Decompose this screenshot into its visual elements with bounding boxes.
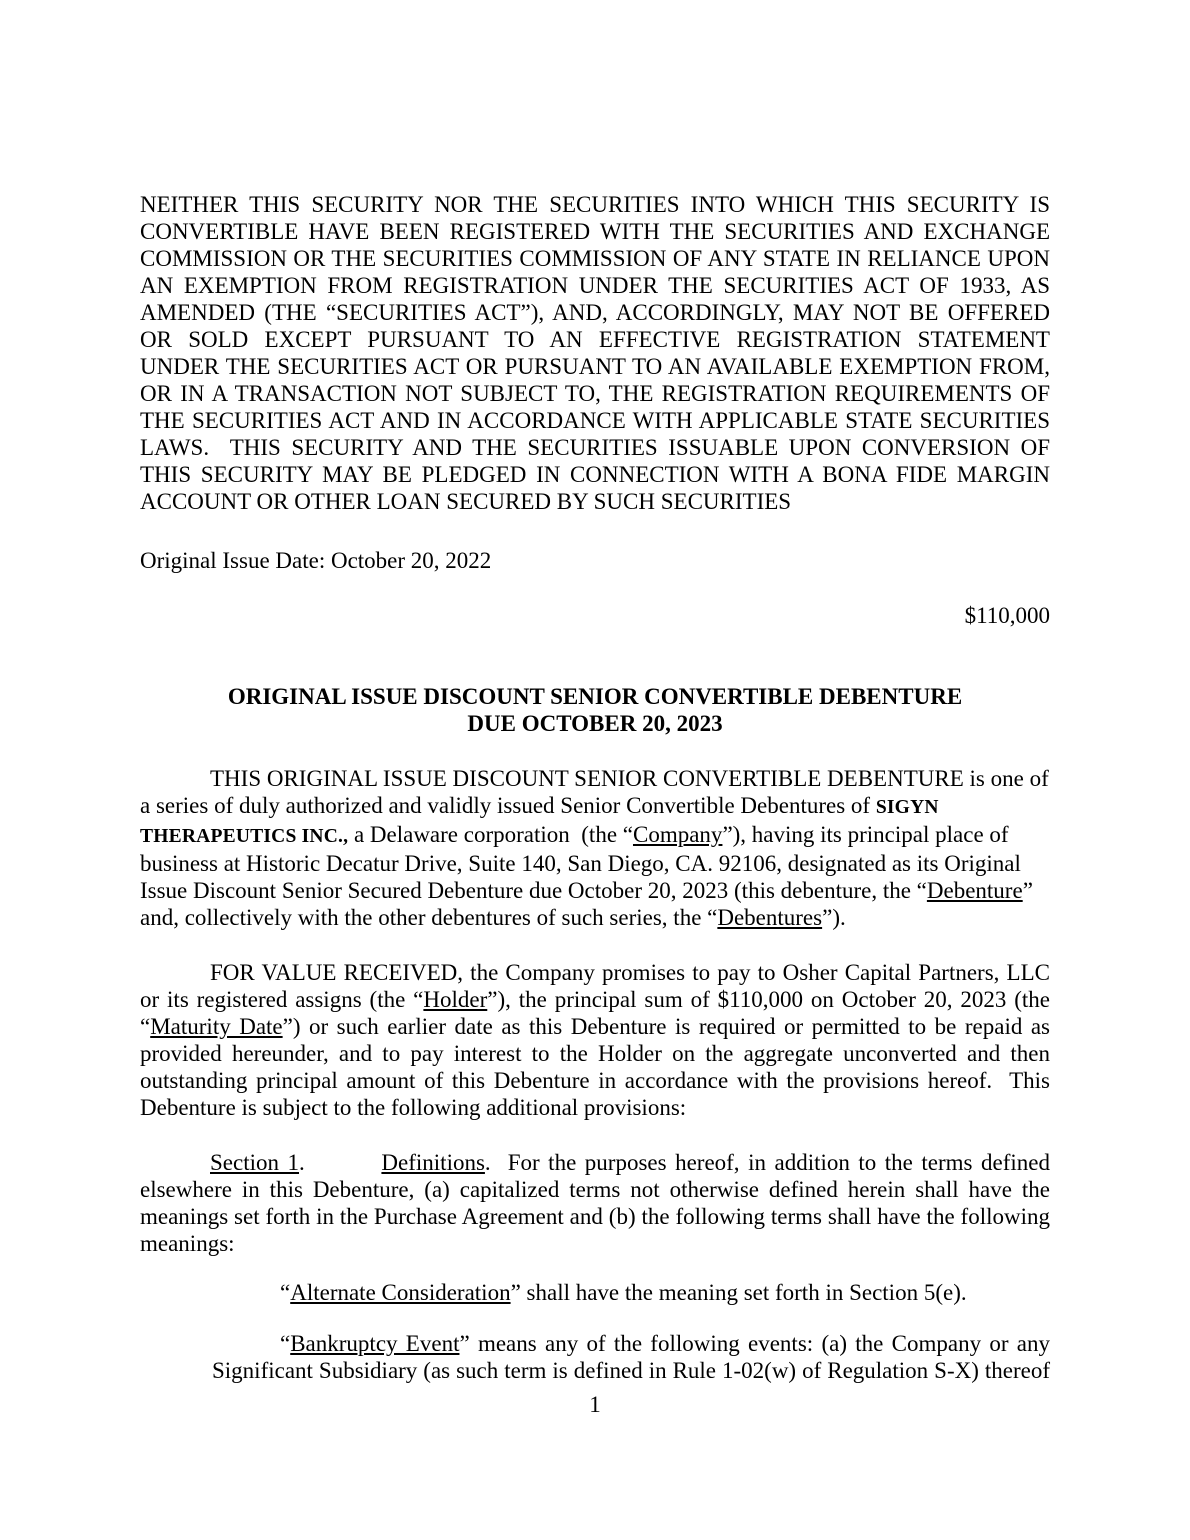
page-number: 1 (589, 1392, 601, 1417)
section-1-definitions-paragraph (140, 1149, 1056, 1257)
text-run: SIGYN THERAPEUTICS INC., (140, 797, 944, 847)
defined-term: Holder (423, 987, 488, 1012)
text-run: “ (280, 1331, 291, 1356)
defined-term: Section 1 (210, 1150, 300, 1175)
text-run: a Delaware corporation (the “ (348, 822, 633, 847)
for-value-received-paragraph (140, 959, 1056, 1121)
text-run: ” and, collectively with the other debentures of such series, the “ (140, 878, 1039, 930)
principal-amount: $110,000 (964, 603, 1050, 628)
text-run: ”), the principal sum of $110,000 on October 20, 2023 (the “ (140, 987, 1056, 1039)
text-run: . (299, 1150, 382, 1175)
text-run: THIS ORIGINAL ISSUE DISCOUNT SENIOR CONVERTIBLE DEBENTURE is one of a series of duly authorized and validly issued Senior Convertible Debentures of (140, 766, 1055, 818)
text-run: . For the purposes hereof, in addition to the terms defined elsewhere in this Debenture, (a) capitalized terms not otherwise defined herein shall have the meanings set forth in the Purchase Agreement and (b) the following terms shall have the following meanings: (140, 1150, 1056, 1256)
text-run: ” shall have the meaning set forth in Section 5(e). (510, 1280, 967, 1305)
title-line-1: ORIGINAL ISSUE DISCOUNT SENIOR CONVERTIBLE DEBENTURE (227, 684, 963, 709)
text-run: FOR VALUE RECEIVED, the Company promises to pay to Osher Capital Partners, LLC or its registered assigns (the “ (140, 960, 1056, 1012)
defined-term: Alternate Consideration (290, 1280, 511, 1305)
alternate-consideration-definition (212, 1279, 1050, 1306)
original-issue-date: Original Issue Date: October 20, 2022 (140, 548, 492, 573)
text-run: ”). (822, 905, 846, 930)
bankruptcy-event-definition (212, 1330, 1056, 1384)
defined-term: Maturity Date (150, 1014, 283, 1039)
defined-term: Debentures (717, 905, 823, 930)
text-run: ”) or such earlier date as this Debenture is required or permitted to be repaid as provided hereunder, and to pay interest to the Holder on the aggregate unconverted and then outstanding principal amount of this Debenture in accordance with the provisions hereof. This Debenture is subject to the following additional provisions: (140, 1014, 1056, 1120)
title-line-2: DUE OCTOBER 20, 2023 (467, 711, 723, 736)
text-run: ”), having its principal place of business at Historic Decatur Drive, Suite 140, San Diego, CA. 92106, designated as its Original Issue Discount Senior Secured Debenture due October 20, 2023 (this debenture, the “ (140, 822, 1027, 903)
defined-term: Definitions (381, 1150, 485, 1175)
text-run: ” means any of the following events: (a) the Company or any Significant Subsidiary (as such term is defined in Rule 1-02(w) of Regulation S-X) thereof (212, 1331, 1056, 1383)
defined-term: Company (632, 822, 723, 847)
defined-term: Debenture (926, 878, 1023, 903)
securities-act-legend: NEITHER THIS SECURITY NOR THE SECURITIES INTO WHICH THIS SECURITY IS CONVERTIBLE HAVE BEEN REGISTERED WITH THE SECURITIES AND EXCHANGE COMMISSION OR THE SECURITIES COMMISSION OF ANY STATE IN RELIANCE UPON AN EXEMPTION FROM REGISTRATION UNDER THE SECURITIES ACT OF 1933, AS AMENDED (THE “SECURITIES ACT”), AND, ACCORDINGLY, MAY NOT BE OFFERED OR SOLD EXCEPT PURSUANT TO AN EFFECTIVE REGISTRATION STATEMENT UNDER THE SECURITIES ACT OR PURSUANT TO AN AVAILABLE EXEMPTION FROM, OR IN A TRANSACTION NOT SUBJECT TO, THE REGISTRATION REQUIREMENTS OF THE SECURITIES ACT AND IN ACCORDANCE WITH APPLICABLE STATE SECURITIES LAWS. THIS SECURITY AND THE SECURITIES ISSUABLE UPON CONVERSION OF THIS SECURITY MAY BE PLEDGED IN CONNECTION WITH A BONA FIDE MARGIN ACCOUNT OR OTHER LOAN SECURED BY SUCH SECURITIES (140, 192, 1056, 514)
text-run: “ (280, 1280, 291, 1305)
document-title (140, 683, 1050, 737)
intro-paragraph (140, 765, 1055, 931)
defined-term: Bankruptcy Event (290, 1331, 460, 1356)
